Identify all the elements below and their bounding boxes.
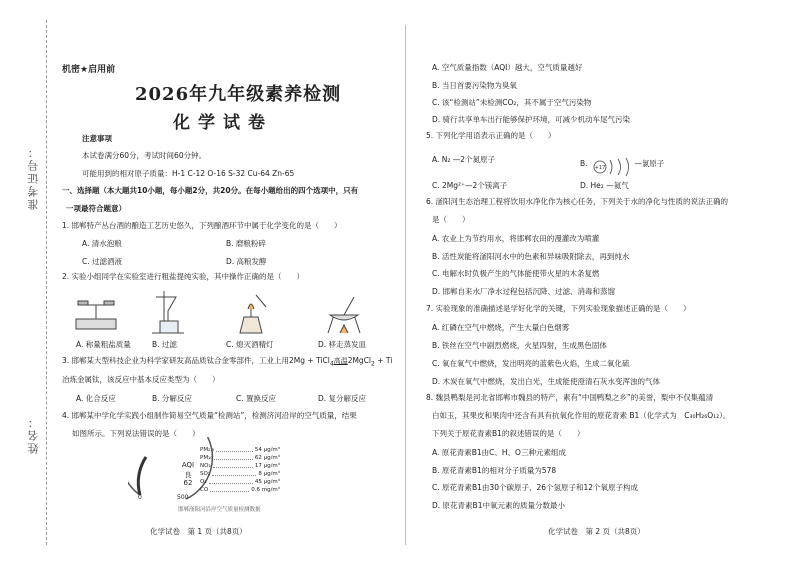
q2-option-c[interactable]: C. 熄灭酒精灯	[226, 340, 274, 349]
q3-option-c[interactable]: C. 置换反应	[236, 394, 277, 403]
q4-option-c[interactable]: C. 该“检测站”未检测CO₂，其不属于空气污染物	[432, 98, 592, 107]
balance-icon	[76, 301, 116, 329]
pollutant-value: 17 μg/m³	[254, 463, 280, 469]
q4-option-a[interactable]: A. 空气质量指数（AQI）越大，空气质量越好	[432, 63, 583, 72]
q7-option-c[interactable]: C. 氧在氧气中燃烧，发出明亮的蓝紫色火焰，生成二氧化硫	[432, 359, 630, 368]
pollutant-row	[200, 462, 280, 470]
leader-dots	[214, 454, 252, 460]
aqi-dial-min: 0	[138, 494, 142, 501]
q1-option-c[interactable]: C. 过滤酒液	[82, 257, 123, 266]
pollutant-value: 45 μg/m³	[254, 479, 280, 485]
question-1: 1. 邯郸特产丛台酒的酿造工艺历史悠久，下列酿酒环节中属于化学变化的是（ ）	[62, 221, 342, 230]
leader-dots	[209, 478, 253, 484]
student-name-label: 姓名：	[27, 415, 40, 454]
question-6: 6. 滏阳河生态治理工程将饮用水净化作为核心任务，下列关于水的净化与性质的说法正确的	[426, 197, 729, 206]
q8-option-c[interactable]: C. 原花青素B1由30个碳原子、26个氢原子和12个氧原子构成	[432, 483, 639, 492]
notice-heading: 注意事项	[82, 134, 112, 143]
pollutant-name: PM₂.₅	[200, 447, 215, 453]
q8-option-b[interactable]: B. 原花青素B1的相对分子质量为578	[432, 466, 557, 475]
q7-option-d[interactable]: D. 木炭在氧气中燃烧，发出白光，生成能使澄清石灰水变浑浊的气体	[432, 377, 661, 386]
question-4: 4. 邯郸某中学化学实践小组制作简易空气质量“检测站”，检测济河沿岸的空气质量，结果	[62, 411, 357, 420]
leader-dots	[216, 446, 253, 452]
section-1-heading-cont: 一项最符合题意）	[66, 204, 126, 213]
q2-option-b[interactable]: B. 过滤	[152, 340, 177, 349]
svg-text:+17: +17	[594, 165, 606, 171]
q3-sub-4: 4	[329, 360, 334, 368]
q5-option-b[interactable]: B. +17 —氯原子	[580, 154, 664, 174]
q7-option-b[interactable]: B. 铁丝在空气中剧烈燃烧，火星四射，生成黑色固体	[432, 341, 607, 350]
q3-option-a[interactable]: A. 化合反应	[76, 394, 116, 403]
exam-subtitle: 化学试卷	[173, 113, 273, 133]
q3-sub-2: 2	[371, 360, 375, 368]
question-8: 8. 魏县鸭梨是河北省邯郸市魏县的特产，素有“中国鸭梨之乡”的美誉，梨中不仅集蕴清	[426, 393, 714, 402]
leader-dots	[213, 462, 253, 468]
question-3	[62, 356, 392, 370]
aqi-level: 良	[184, 471, 192, 479]
q3-text-part3: + Ti	[374, 356, 393, 365]
notice-line-2: 可能用到的相对原子质量：H-1 C-12 O-16 S-32 Cu-64 Zn-65	[82, 169, 295, 178]
notice-line-1: 本试卷满分60分，考试时间60分钟。	[82, 151, 207, 160]
question-5: 5. 下列化学用语表示正确的是（ ）	[426, 131, 556, 140]
chlorine-atom-structure-icon	[590, 157, 632, 177]
q6-option-b[interactable]: B. 活性炭能将滏阳河水中的色素和异味吸附除去，再到纯水	[432, 252, 630, 261]
pollutant-value: 0.6 mg/m³	[251, 487, 280, 493]
page-footer-right: 化学试卷 第 2 页（共8页）	[548, 527, 645, 536]
pollutant-name: PM₁₀	[200, 455, 213, 461]
q2-apparatus-figures	[72, 287, 392, 339]
q7-option-a[interactable]: A. 红磷在空气中燃烧，产生大量白色烟雾	[432, 323, 570, 332]
q1-option-b[interactable]: B. 磨粮粉碎	[226, 239, 266, 248]
question-8-cont-1: 白如玉，其果皮和果肉中还含有具有抗氧化作用的原花青素 B1（化学式为 C₃₀H₂₆O₁₂）。	[432, 411, 731, 420]
pollutant-row	[200, 486, 280, 494]
question-3-cont: 冶炼金属钛，该反应中基本反应类型为（ ）	[62, 375, 220, 384]
q6-option-d[interactable]: D. 邯郸自来水厂净水过程包括沉降、过滤、消毒和蒸馏	[432, 287, 616, 296]
pollutant-name: CO	[200, 487, 209, 493]
filter-funnel-icon	[152, 291, 184, 333]
page-footer-left: 化学试卷 第 1 页（共8页）	[150, 527, 247, 536]
pollutant-list	[200, 446, 280, 494]
q3-option-d[interactable]: D. 复分解反应	[318, 394, 367, 403]
q5-option-a[interactable]: A. N₂ —2个氮原子	[432, 155, 496, 164]
pollutant-row	[200, 446, 280, 454]
aqi-caption: 邯郸滏阳河沿岸空气质量检测数据	[178, 507, 261, 513]
pollutant-name: SO₂	[200, 471, 211, 477]
leader-dots	[210, 486, 249, 492]
question-7: 7. 实验现象的准确描述是学好化学的关键，下列实验现象描述正确的是（ ）	[426, 304, 691, 313]
q5-option-d[interactable]: D. He₂ —氦气	[580, 181, 629, 190]
pollutant-row	[200, 478, 280, 486]
q1-option-d[interactable]: D. 高粮发酵	[226, 257, 267, 266]
pollutant-value: 8 μg/m³	[258, 471, 280, 477]
q6-option-a[interactable]: A. 农业上为节约用水，将邯郸农田的漫灌改为喷灌	[432, 234, 600, 243]
pollutant-row	[200, 454, 280, 462]
q2-option-d[interactable]: D. 移走蒸发皿	[318, 340, 367, 349]
q4-option-b[interactable]: B. 当日首要污染物为臭氧	[432, 81, 517, 90]
exam-number-label: 准考证号：	[27, 145, 40, 210]
pollutant-row	[200, 470, 280, 478]
page-divider	[405, 25, 406, 545]
question-2: 2. 实验小组同学在实验室进行粗盐提纯实验，其中操作正确的是（ ）	[62, 272, 305, 281]
question-6-cont: 是（ ）	[432, 215, 470, 224]
aqi-value: 62	[183, 479, 193, 487]
pollutant-name: O₃	[200, 479, 207, 485]
leader-dots	[212, 470, 256, 476]
aqi-label: AQI	[181, 461, 195, 469]
pollutant-value: 62 μg/m³	[254, 455, 280, 461]
q2-option-a[interactable]: A. 称量粗盐质量	[76, 340, 131, 349]
q8-option-a[interactable]: A. 原花青素B1由C、H、O三种元素组成	[432, 448, 566, 457]
aqi-dial-max: 500	[177, 494, 189, 501]
q6-option-c[interactable]: C. 电解水时负极产生的气体能使带火星的木条复燃	[432, 269, 600, 278]
binding-line	[46, 20, 47, 545]
confidential-mark: 机密★启用前	[62, 65, 116, 75]
q3-condition: 高温	[333, 357, 348, 365]
q3-option-b[interactable]: B. 分解反应	[152, 394, 192, 403]
q1-option-a[interactable]: A. 清水泡粮	[82, 239, 122, 248]
q3-text-part1: 3. 邯郸某大型科技企业为科学家研发高品质钛合金零部件，工业上用2Mg + TiCl	[62, 356, 330, 365]
q5-option-b-text: —氯原子	[634, 159, 665, 168]
question-4-cont: 如图所示。下列说法错误的是（ ）	[72, 429, 200, 438]
q4-option-d[interactable]: D. 骑行共享单车出行能够保护环境，可减少机动车尾气污染	[432, 115, 631, 124]
question-8-cont-2: 下列关于原花青素B1的叙述错误的是（ ）	[432, 429, 585, 438]
pollutant-name: NO₂	[200, 463, 211, 469]
pollutant-value: 54 μg/m³	[254, 447, 280, 453]
exam-title: 2026年九年级素养检测	[135, 84, 342, 105]
evaporating-dish-icon	[328, 297, 360, 333]
q3-product: 2MgCl	[347, 356, 372, 365]
section-1-heading: 一、选择题（本大题共10小题，每小题2分，共20分。在每小题给出的四个选项中，只有	[62, 186, 359, 195]
q8-option-d[interactable]: D. 原花青素B1中氧元素的质量分数最小	[432, 501, 565, 510]
q5-option-c[interactable]: C. 2Mg²⁺—2个镁离子	[432, 181, 508, 190]
alcohol-lamp-icon	[240, 295, 266, 333]
